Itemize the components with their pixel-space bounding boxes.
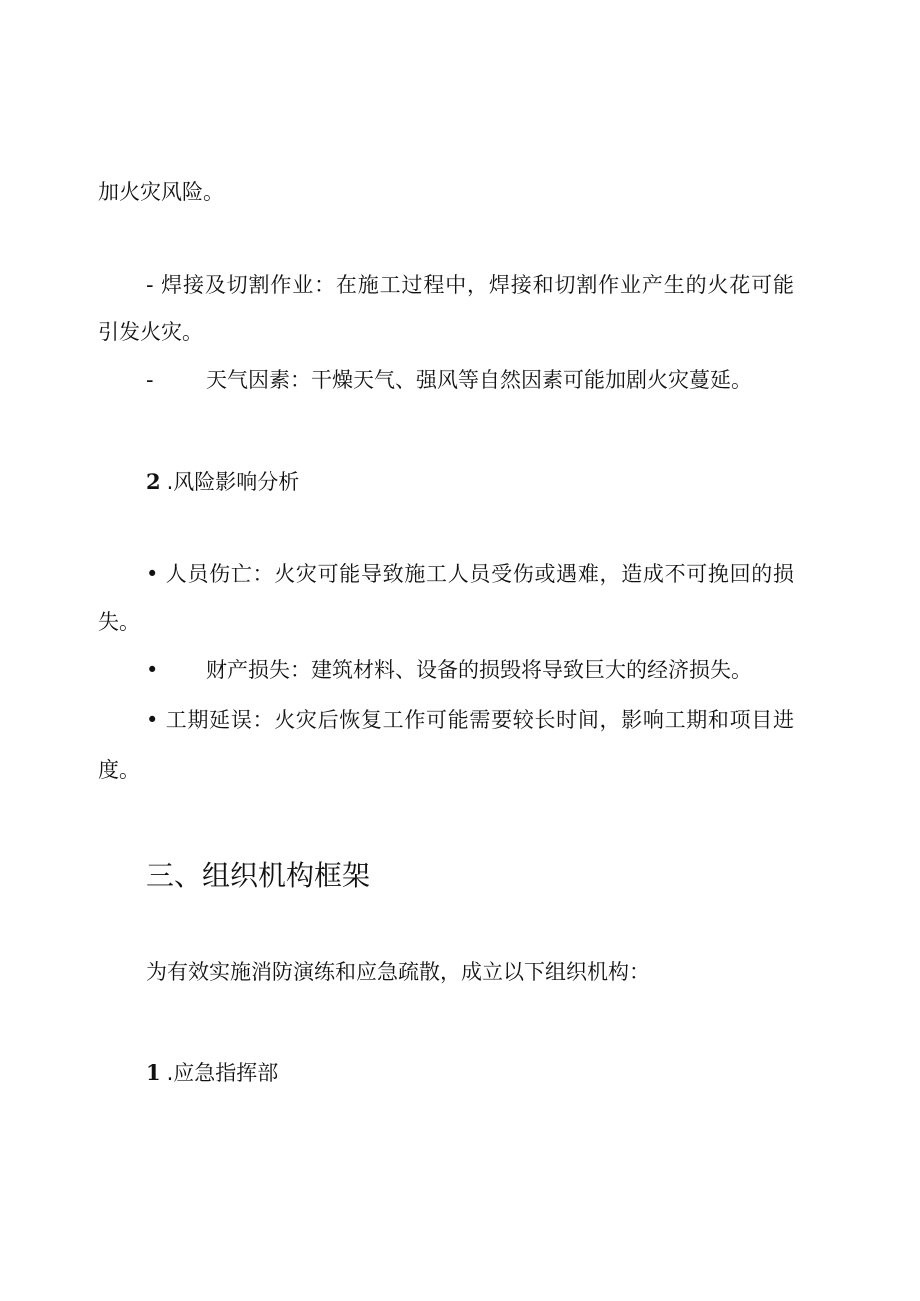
dash-marker: - (146, 273, 154, 297)
subheading-impact-analysis (146, 470, 299, 494)
subheading-number: 2 (146, 469, 161, 494)
bullet-marker: • (146, 562, 159, 586)
bullet-marker: • (146, 658, 159, 682)
list-item-text: 财产损失：建筑材料、设备的损毁将导致巨大的经济损失。 (206, 658, 752, 682)
subheading-number: 1 (146, 1060, 161, 1085)
dash-marker: - (146, 368, 154, 392)
list-item-text-continued: 失。 (98, 610, 140, 634)
paragraph-fire-risk-tail: 加火灾风险。 (98, 180, 224, 204)
list-item-text: 焊接及切割作业：在施工过程中，焊接和切割作业产生的火花可能 (161, 273, 794, 297)
list-item-text: 人员伤亡：火灾可能导致施工人员受伤或遇难，造成不可挽回的损 (165, 562, 794, 586)
subheading-title: .应急指挥部 (166, 1061, 279, 1085)
list-item-property (146, 658, 752, 682)
list-item-text-continued: 引发火灾。 (98, 320, 203, 344)
subheading-title: .风险影响分析 (166, 470, 300, 494)
list-item-text: 工期延误：火灾后恢复工作可能需要较长时间，影响工期和项目进 (165, 708, 794, 732)
list-item-text-continued: 度。 (98, 758, 140, 782)
section-title-organization: 三、组织机构框架 (146, 859, 371, 892)
subheading-command-center (146, 1061, 278, 1085)
list-item-text: 天气因素：干燥天气、强风等自然因素可能加剧火灾蔓延。 (206, 368, 752, 392)
paragraph-organization-intro: 为有效实施消防演练和应急疏散，成立以下组织机构： (146, 960, 650, 984)
bullet-marker: • (146, 708, 159, 732)
list-item-weather (146, 368, 752, 392)
